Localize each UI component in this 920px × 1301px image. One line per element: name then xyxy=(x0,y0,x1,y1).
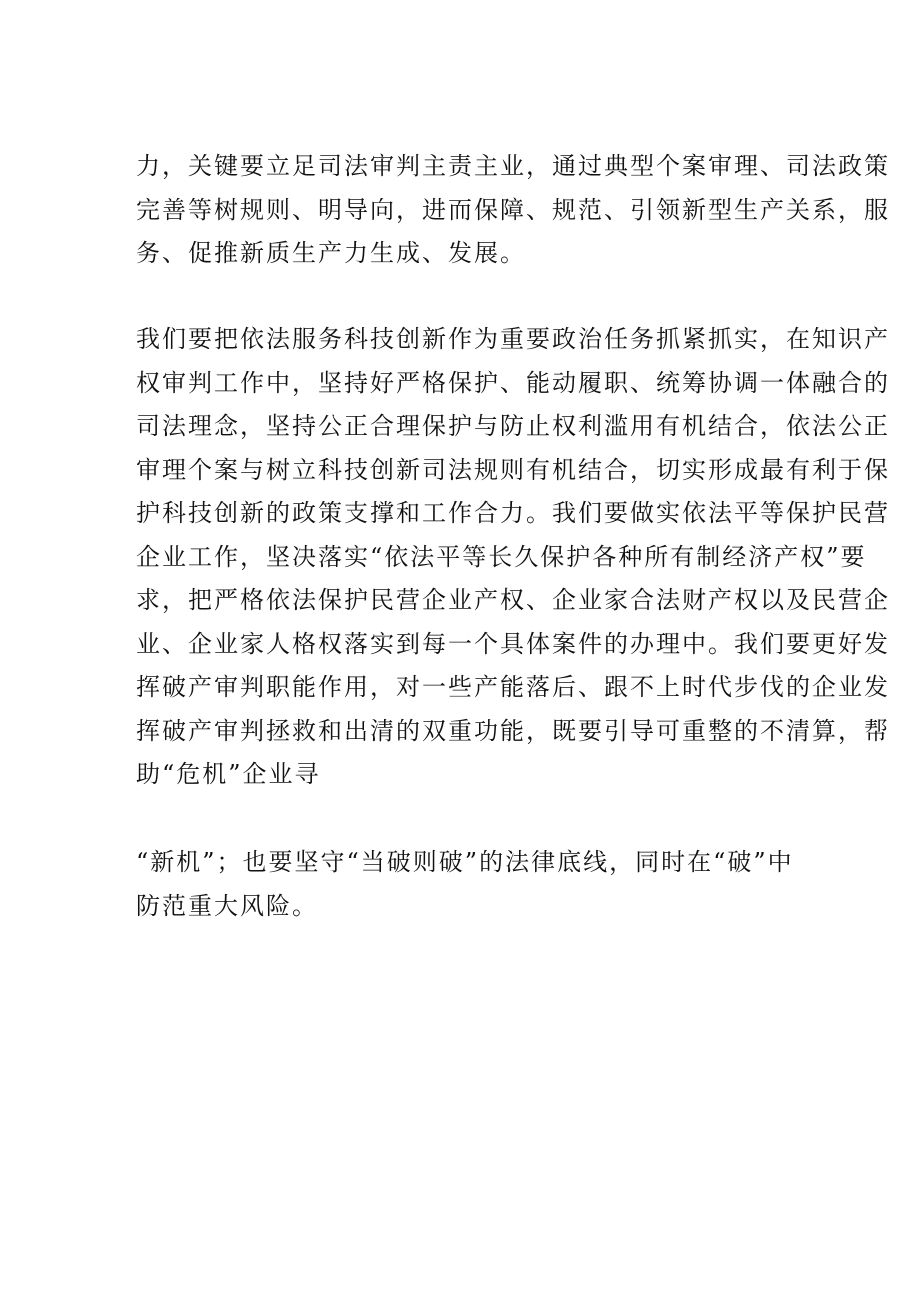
text-line: 挥破产审判职能作用，对一些产能落后、跟不上时代步伐的企业发 xyxy=(136,673,890,701)
paragraph-3 xyxy=(136,841,798,928)
text-line xyxy=(136,797,798,841)
text-line: 我们要把依法服务科技创新作为重要政治任务抓紧抓实，在知识产 xyxy=(136,325,890,353)
text-line: 务、促推新质生产力生成、发展。 xyxy=(136,239,526,267)
paragraph-1 xyxy=(136,145,890,276)
text-line: “新机”；也要坚守“当破则破”的法律底线，同时在“破”中 xyxy=(136,848,794,876)
text-line: 权审判工作中，坚持好严格保护、能动履职、统筹协调一体融合的 xyxy=(136,368,890,397)
text-line: 力，关键要立足司法审判主责主业，通过典型个案审理、司法政策 xyxy=(136,152,890,180)
text-line: 完善等树规则、明导向，进而保障、规范、引领新型生产关系，服 xyxy=(136,195,890,224)
text-line: 审理个案与树立科技创新司法规则有机结合，切实形成最有利于保 xyxy=(136,455,890,484)
text-line: 护科技创新的政策支撑和工作合力。我们要做实依法平等保护民营 xyxy=(136,499,890,527)
text-line: 司法理念，坚持公正合理保护与防止权利滥用有机结合，依法公正 xyxy=(136,412,890,440)
text-line: 挥破产审判拯救和出清的双重功能，既要引导可重整的不清算，帮 xyxy=(136,716,890,745)
text-line: 业、企业家人格权落实到每一个具体案件的办理中。我们要更好发 xyxy=(136,629,890,658)
paragraph-2 xyxy=(136,318,890,840)
text-line: 防范重大风险。 xyxy=(136,891,318,920)
text-line: 企业工作，坚决落实“依法平等长久保护各种所有制经济产权”要 xyxy=(136,542,867,571)
text-line: 求，把严格依法保护民营企业产权、企业家合法财产权以及民营企 xyxy=(136,586,890,614)
text-line: 助“危机”企业寻 xyxy=(136,760,321,788)
